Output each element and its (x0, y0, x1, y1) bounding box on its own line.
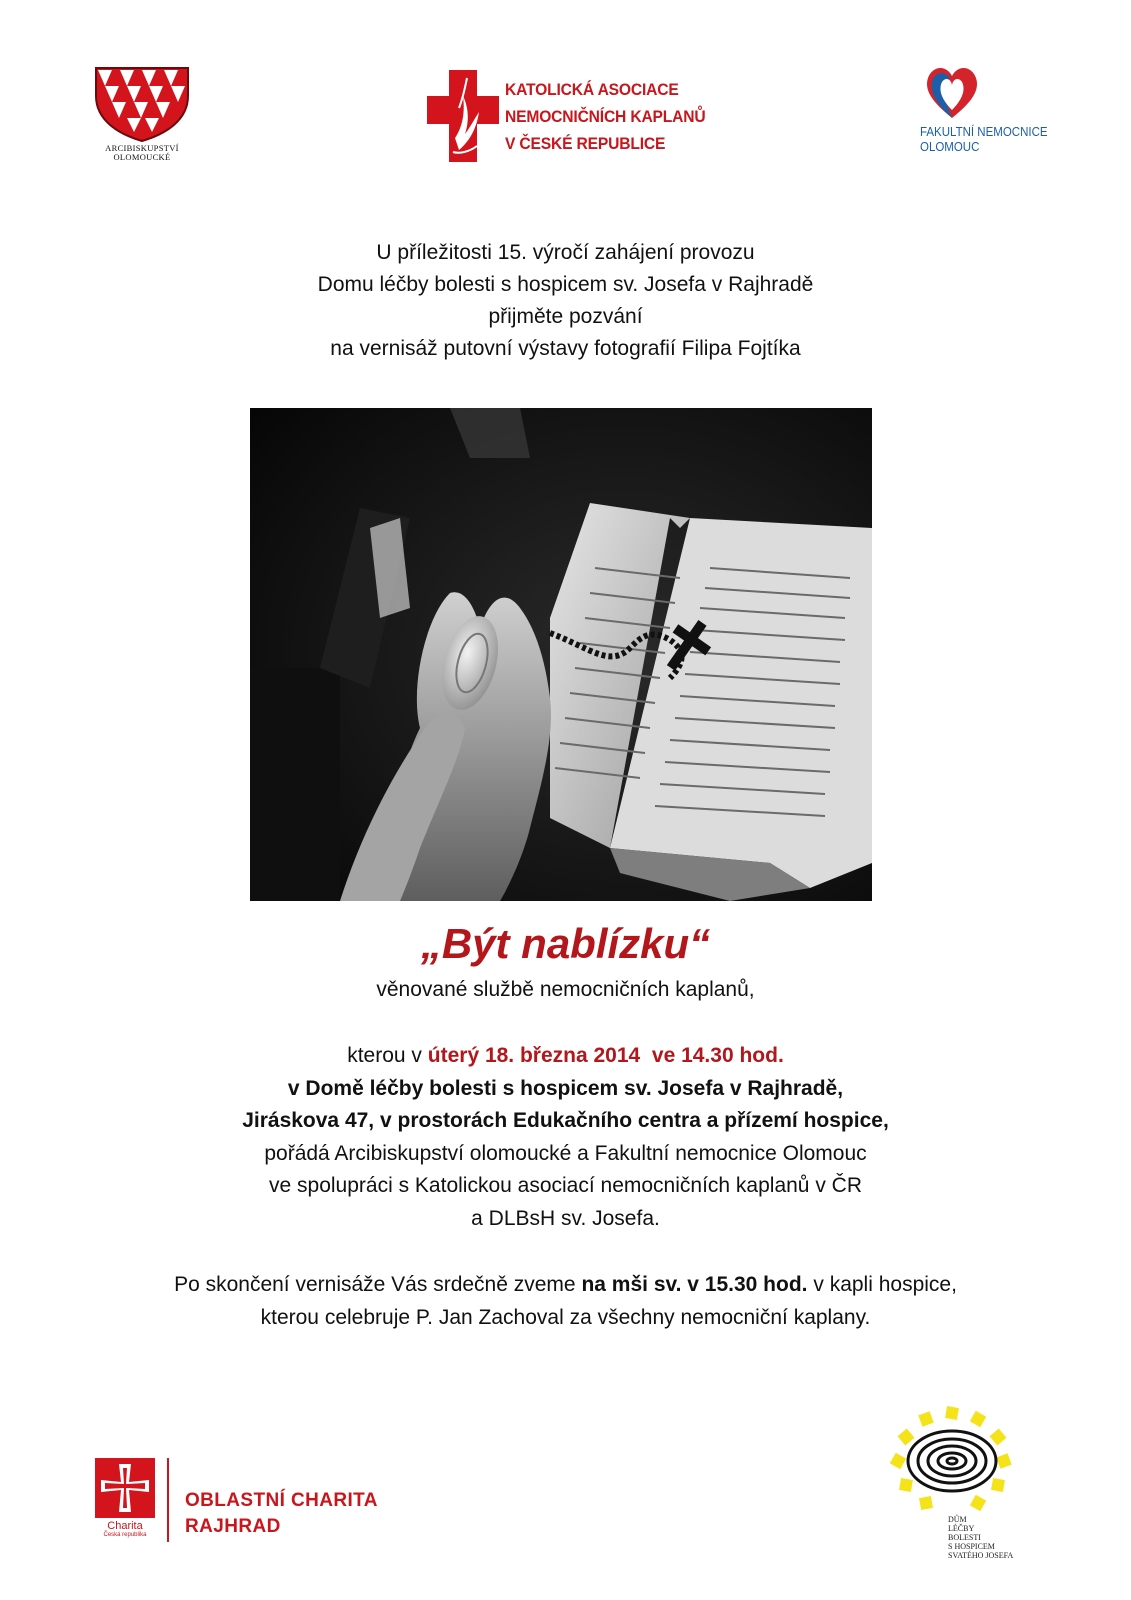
arcibiskupstvi-shield-icon (92, 66, 192, 142)
dum-lecby-logo (888, 1405, 1018, 1565)
event-organizer-3: a DLBsH sv. Josefa. (471, 1206, 660, 1230)
red-cross-hands-icon (425, 68, 501, 164)
charita-brand-sub: Česká republika (103, 1532, 147, 1538)
mass-part-1: Po skončení vernisáže Vás srdečně zveme (174, 1273, 576, 1296)
dum-line-4: S HOSPICEM (948, 1542, 995, 1551)
fnol-line-1: FAKULTNÍ NEMOCNICE (920, 125, 1048, 139)
intro-line-1: U příležitosti 15. výročí zahájení provozu (376, 241, 755, 264)
mass-invitation (0, 1268, 1131, 1334)
charita-name-1: OBLASTNÍ CHARITA (185, 1490, 378, 1511)
dum-line-3: BOLESTI (948, 1533, 981, 1542)
intro-line-3: přijměte pozvání (488, 305, 643, 328)
event-place-1: v Domě léčby bolesti s hospicem sv. Josefa v Rajhradě, (287, 1076, 844, 1100)
intro-line-4: na vernisáž putovní výstavy fotografií Filipa Fojtíka (330, 337, 801, 360)
dum-line-1: DŮM (948, 1515, 967, 1524)
kanka-logo (425, 68, 715, 168)
kanka-line-1: KATOLICKÁ ASOCIACE (505, 80, 679, 99)
heart-icon (922, 62, 982, 122)
sun-spiral-icon (888, 1405, 1018, 1515)
arcibiskupstvi-caption-2: OLOMOUCKÉ (113, 152, 171, 162)
event-organizer-1: pořádá Arcibiskupství olomoucké a Fakultní nemocnice Olomouc (264, 1141, 867, 1165)
event-place-2: Jiráskova 47, v prostorách Edukačního centra a přízemí hospice, (242, 1109, 889, 1132)
charita-brand: Charita (107, 1520, 143, 1532)
event-details (0, 1040, 1131, 1235)
event-organizer-2: ve spolupráci s Katolickou asociací nemocničních kaplanů v ČR (269, 1174, 862, 1197)
arcibiskupstvi-caption-1: ARCIBISKUPSTVÍ (105, 143, 179, 153)
exhibition-title: „Být nablízku“ (420, 920, 711, 967)
charita-divider (167, 1458, 169, 1542)
mass-line-1 (0, 1268, 1131, 1301)
mass-part-3: v kapli hospice, (813, 1273, 957, 1296)
kanka-line-3: V ČESKÉ REPUBLICE (505, 134, 666, 153)
kanka-line-2: NEMOCNIČNÍCH KAPLANŮ (505, 107, 706, 126)
fnol-logo (920, 62, 1070, 162)
intro-text (0, 237, 1131, 365)
exhibition-subtitle: věnované službě nemocničních kaplanů, (376, 978, 755, 1001)
charita-logo (95, 1458, 415, 1544)
dum-line-5: SVATÉHO JOSEFA (948, 1551, 1014, 1560)
fnol-line-2: OLOMOUC (920, 140, 980, 154)
event-date: úterý 18. března 2014 ve 14.30 hod. (427, 1044, 784, 1067)
charita-cross-icon (95, 1458, 155, 1518)
mass-time: na mši sv. v 15.30 hod. (581, 1273, 808, 1296)
dum-line-2: LÉČBY (948, 1524, 975, 1533)
arcibiskupstvi-logo (92, 66, 192, 166)
intro-line-2: Domu léčby bolesti s hospicem sv. Josefa v Rajhradě (317, 273, 814, 296)
charita-name-2: RAJHRAD (185, 1516, 281, 1537)
exhibition-photo (250, 408, 872, 901)
event-date-line (0, 1040, 1131, 1073)
event-date-prefix: kterou v (347, 1044, 422, 1067)
mass-line-2: kterou celebruje P. Jan Zachoval za všechny nemocniční kaplany. (260, 1306, 871, 1329)
photo-hands-book-rosary (250, 408, 872, 901)
